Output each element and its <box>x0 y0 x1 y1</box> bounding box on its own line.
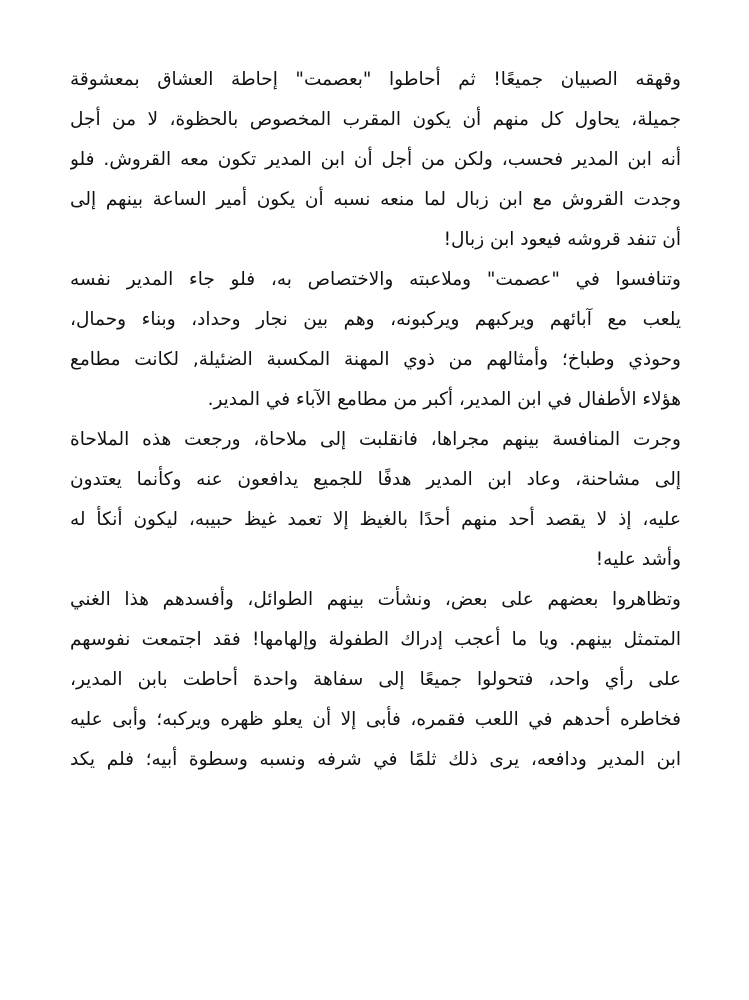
text-line: إلى مشاحنة، وعاد ابن المدير هدفًا للجميع يدافعون عنه وكأنما يعتدون <box>70 469 681 490</box>
paragraph-1 <box>70 60 681 260</box>
text-line: عليه، إذ لا يقصد أحد منهم أحدًا بالغيظ إلا تعمد غيظ حبيبه، ليكون أنكأ له <box>70 509 681 530</box>
text-line: هؤلاء الأطفال في ابن المدير، أكبر من مطامع الآباء في المدير. <box>207 389 681 410</box>
text-line: وحوذي وطباخ؛ وأمثالهم من ذوي المهنة المكسبة الضئيلة, لكانت مطامع <box>70 349 681 370</box>
text-line: وتظاهروا بعضهم على بعض، ونشأت بينهم الطوائل، وأفسدهم هذا الغني <box>70 589 681 610</box>
text-line: وجدت القروش مع ابن زبال لما منعه نسبه أن يكون أمير الساعة بينهم إلى <box>70 189 681 210</box>
text-line: جميلة، يحاول كل منهم أن يكون المقرب المخصوص بالحظوة، لا من أجل <box>70 109 681 130</box>
text-line: على رأي واحد، فتحولوا جميعًا إلى سفاهة واحدة أحاطت بابن المدير، <box>70 669 681 690</box>
body-text <box>70 60 681 780</box>
paragraph-4 <box>70 580 681 780</box>
text-line: المتمثل بينهم. ويا ما أعجب إدراك الطفولة وإلهامها! فقد اجتمعت نفوسهم <box>70 629 681 650</box>
text-line: وجرت المنافسة بينهم مجراها، فانقلبت إلى ملاحاة، ورجعت هذه الملاحاة <box>70 429 681 450</box>
text-line: وقهقه الصبيان جميعًا! ثم أحاطوا "بعصمت" إحاطة العشاق بمعشوقة <box>70 69 681 90</box>
paragraph-2 <box>70 260 681 420</box>
text-line: يلعب مع آبائهم ويركبهم ويركبونه، وهم بين نجار وحداد، وبناء وحمال، <box>70 309 681 330</box>
text-line: وأشد عليه! <box>595 549 681 570</box>
paragraph-3 <box>70 420 681 580</box>
text-line: أن تنفد قروشه فيعود ابن زبال! <box>443 229 681 250</box>
text-line: ابن المدير ودافعه، يرى ذلك ثلمًا في شرفه ونسبه وسطوة أبيه؛ فلم يكد <box>70 749 681 770</box>
text-line: وتنافسوا في "عصمت" وملاعبته والاختصاص به، فلو جاء المدير نفسه <box>70 269 681 290</box>
text-line: فخاطره أحدهم في اللعب فقمره، فأبى إلا أن يعلو ظهره ويركبه؛ وأبى عليه <box>70 709 681 730</box>
text-line: أنه ابن المدير فحسب، ولكن من أجل أن ابن المدير تكون معه القروش. فلو <box>70 149 681 170</box>
